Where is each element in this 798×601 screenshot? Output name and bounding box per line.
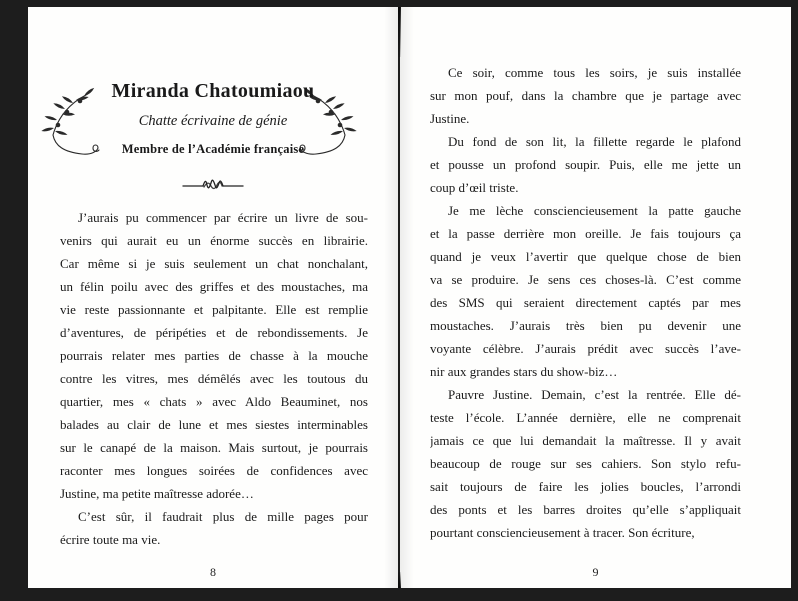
text-line: d’aventures, de péripéties et de rebondissements. Je: [60, 325, 368, 340]
text-line: balades au clair de lune et mes siestes interminables: [60, 417, 368, 432]
text-line: des SMS qui seraient directement captés par mes: [430, 295, 741, 310]
text-line: nir aux grandes stars du show-biz…: [430, 364, 618, 379]
text-line: va se produire. Je sens ces choses-là. C’est comme: [430, 272, 741, 287]
text-line: Justine, ma petite maîtresse adorée…: [60, 486, 254, 501]
chapter-title: Miranda Chatoumiaou: [111, 80, 315, 102]
text-line: et pousse un profond soupir. Puis, elle me jette un: [430, 157, 741, 172]
text-line: voyante célèbre. J’aurais prédit avec succès l’ave-: [430, 341, 741, 356]
text-line: quartier, mes « chats » avec Aldo Beauminet, nos: [60, 394, 368, 409]
text-line: quand je veux l’avertir que quelque chose de bien: [430, 249, 741, 264]
left-page: [28, 7, 398, 588]
left-page-number: 8: [210, 565, 216, 579]
text-line: vie reste passionnante et palpitante. Elle est remplie: [60, 302, 368, 317]
gutter-shadow-top: [398, 7, 401, 57]
chapter-header: [59, 79, 367, 158]
text-line: pourrais relater mes parties de chasse à la mouche: [60, 348, 368, 363]
text-line: beaucoup de rouge sur ses cahiers. Son stylo refu-: [430, 456, 741, 471]
right-page: [400, 7, 791, 588]
text-line: Justine.: [430, 111, 470, 126]
text-line: Du fond de son lit, la fillette regarde le plafond: [448, 134, 741, 149]
text-line: venirs qui aurait eu un énorme succès en librairie.: [60, 233, 368, 248]
text-line: Ce soir, comme tous les soirs, je suis installée: [448, 65, 741, 80]
text-line: moustaches. J’aurais très bien pu devenir une: [430, 318, 741, 333]
text-line: jamais ce que lui demandait la maîtresse. Il y avait: [430, 433, 741, 448]
text-line: contre les vitres, mes démêlés avec les toutous du: [60, 371, 368, 386]
text-line: J’aurais pu commencer par écrire un livre de sou-: [78, 210, 368, 225]
text-line: écrire toute ma vie.: [60, 532, 161, 547]
text-line: Pauvre Justine. Demain, c’est la rentrée. Elle dé-: [448, 387, 741, 402]
text-line: sait toujours de faire les jolies boucles, l’arrondi: [430, 479, 741, 494]
text-line: un félin poilu avec des griffes et des moustaches, ma: [60, 279, 368, 294]
text-line: Je me lèche consciencieusement la patte gauche: [448, 203, 741, 218]
text-line: des ponts et les barres droites qu’elle s’appliquait: [430, 502, 741, 517]
right-page-number: 9: [592, 565, 599, 579]
gutter-shadow-bottom: [398, 572, 401, 588]
text-line: raconter mes longues soirées de confidences avec: [60, 463, 368, 478]
text-line: et la passe derrière mon oreille. Je fais toujours ça: [430, 226, 741, 241]
text-line: teste l’école. L’année dernière, elle ne comprenait: [430, 410, 741, 425]
right-page-body: [430, 61, 741, 544]
chapter-subtitle: Chatte écrivaine de génie: [138, 113, 288, 129]
text-line: Car même si je suis seulement un chat nonchalant,: [60, 256, 368, 271]
text-line: coup d’œil triste.: [430, 180, 519, 195]
left-page-body: [60, 206, 368, 551]
text-line: sur mon pouf, dans la chambre que je partage avec: [430, 88, 741, 103]
text-line: pourtant consciencieusement à tracer. Son écriture,: [430, 525, 695, 540]
text-line: C’est sûr, il faudrait plus de mille pages pour: [78, 509, 368, 524]
text-line: sur le canapé de la maison. Mais surtout, je pourrais: [60, 440, 368, 455]
scribble-divider-icon: [59, 176, 367, 199]
chapter-affiliation: Membre de l’Académie française: [121, 142, 305, 156]
